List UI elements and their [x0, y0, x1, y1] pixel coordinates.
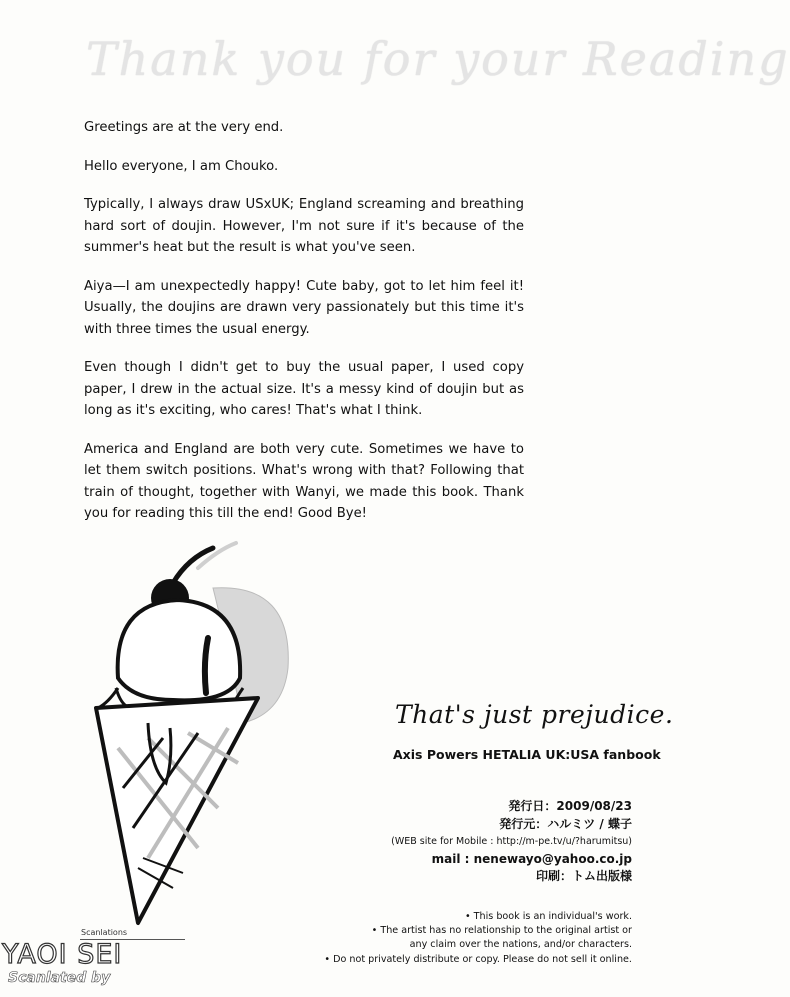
printer: 印刷：トム出版様 — [535, 869, 632, 883]
thank-you-script-title: Thank you for your Reading — [86, 32, 790, 86]
ice-cream-illustration — [78, 528, 308, 928]
colophon — [391, 798, 632, 886]
note-line: • This book is an individual's work. — [464, 911, 632, 922]
book-subtitle: Axis Powers HETALIA UK:USA fanbook — [393, 747, 661, 762]
credit-group-logo: YAOI SEI — [2, 939, 123, 970]
afterword-body — [84, 117, 524, 542]
web-site: (WEB site for Mobile : http://m-pe.tv/u/?harumitsu) — [391, 836, 632, 847]
paragraph: Greetings are at the very end. — [84, 120, 284, 135]
paragraph: Even though I didn't get to buy the usual paper, I used copy paper, I drew in the actual size. It's a messy kind of doujin but as long as it's exciting, who cares! That's what I think. — [84, 360, 524, 418]
paragraph: America and England are both very cute. Sometimes we have to let them switch positions. What's wrong with that? Following that train of thought, together with Wanyi, we made this book. Thank you for reading this till the end! Good Bye! — [84, 441, 524, 521]
credit-scanlated-by: Scanlated by — [8, 970, 111, 986]
book-title: That's just prejudice. — [395, 700, 674, 729]
note-line: • Do not privately distribute or copy. Please do not sell it online. — [324, 953, 632, 965]
publisher: 発行元：ハルミツ / 蝶子 — [499, 816, 632, 831]
note-line: • The artist has no relationship to the original artist or — [371, 925, 632, 937]
paragraph: Typically, I always draw USxUK; England screaming and breathing hard sort of doujin. However, I'm not sure if it's because of the summer's heat but the result is what you've seen. — [84, 197, 524, 255]
paragraph: Hello everyone, I am Chouko. — [84, 158, 279, 174]
legal-notes — [324, 910, 632, 967]
note-line: any claim over the nations, and/or characters. — [409, 939, 632, 951]
mail: mail : nenewayo@yahoo.co.jp — [431, 851, 632, 866]
credit-scanlations-label: Scanlations — [81, 928, 128, 937]
issue-date: 発行日：2009/08/23 — [508, 799, 632, 813]
paragraph: Aiya—I am unexpectedly happy! Cute baby, got to let him feel it! Usually, the doujins are drawn very passionately but this time it's with three times the usual energy. — [84, 278, 524, 337]
